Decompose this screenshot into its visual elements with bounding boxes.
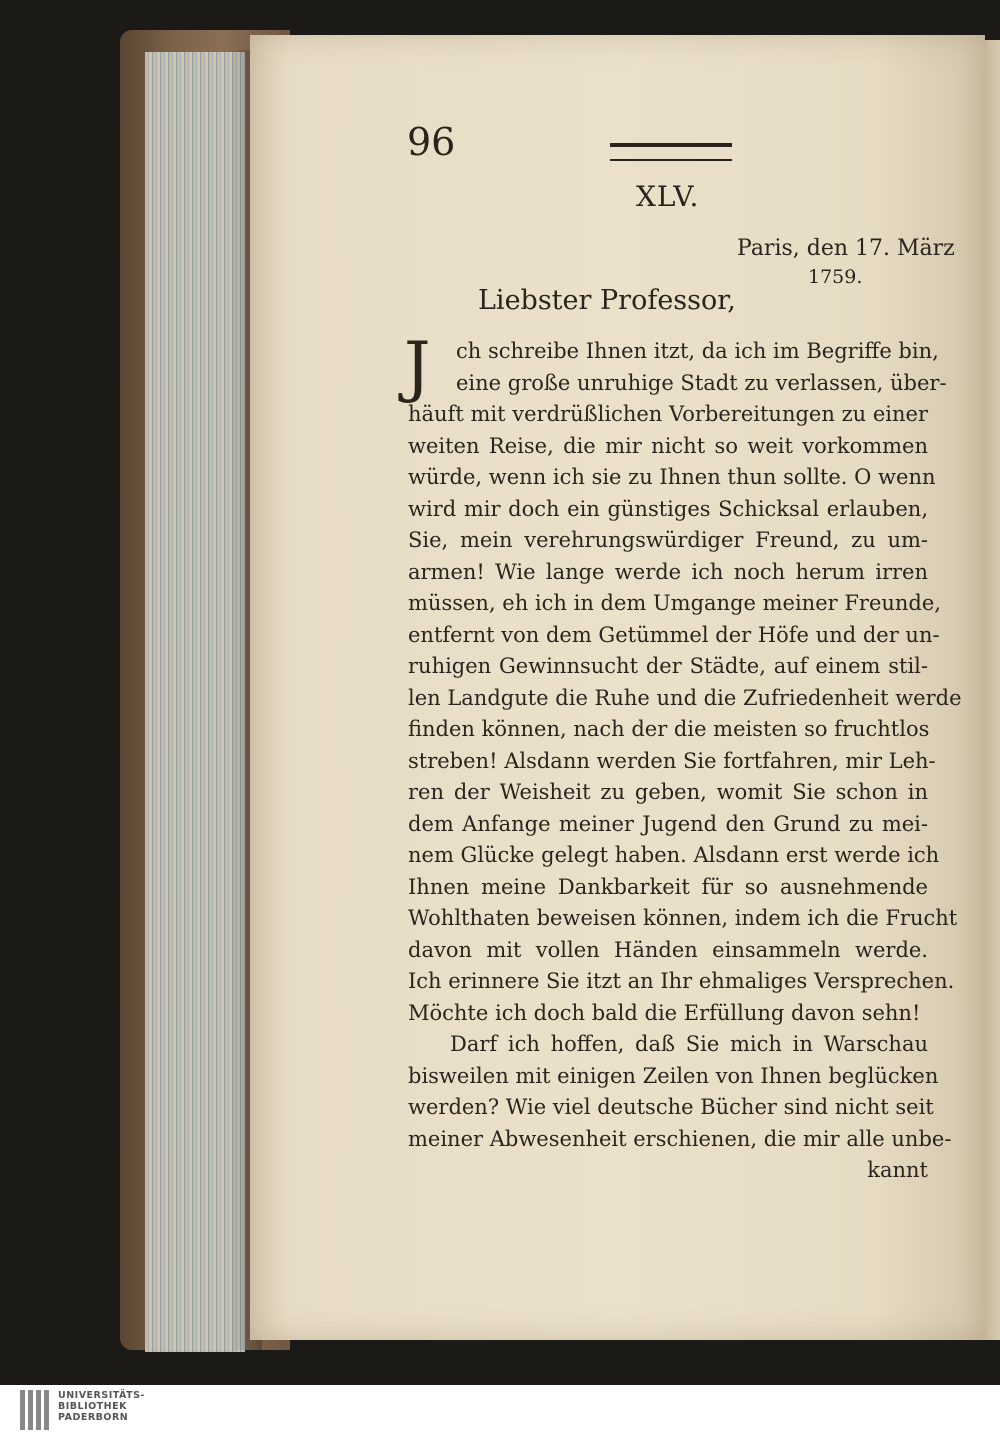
body-line: ch schreibe Ihnen itzt, da ich im Begriffe bin, xyxy=(456,339,939,363)
place-date: Paris, den 17. März xyxy=(737,236,955,261)
body-line: Ich erinnere Sie itzt an Ihr ehmaliges Versprechen. xyxy=(408,969,955,993)
body-line: müssen, eh ich in dem Umgange meiner Freunde, xyxy=(408,591,941,615)
body-line: davon mit vollen Händen einsammeln werde. xyxy=(408,937,928,962)
catchword: kannt xyxy=(867,1158,928,1182)
library-name xyxy=(58,1390,145,1423)
body-line: finden können, nach der die meisten so fruchtlos xyxy=(408,717,930,741)
body-line: ruhigen Gewinnsucht der Städte, auf einem stil- xyxy=(408,654,928,678)
letter-body xyxy=(408,336,962,1187)
body-line: nem Glücke gelegt haben. Alsdann erst werde ich xyxy=(408,843,940,867)
body-line: meiner Abwesenheit erschienen, die mir alle unbe- xyxy=(408,1126,952,1151)
body-line: Sie, mein verehrungswürdiger Freund, zu um- xyxy=(408,528,928,552)
body-line: entfernt von dem Getümmel der Höfe und der un- xyxy=(408,622,940,647)
body-line: werden? Wie viel deutsche Bücher sind nicht seit xyxy=(408,1095,934,1119)
header-rule xyxy=(610,143,732,161)
body-line: ren der Weisheit zu geben, womit Sie schon in xyxy=(408,780,928,804)
page-edges xyxy=(145,52,245,1352)
page-number: 96 xyxy=(407,120,456,164)
body-line: len Landgute die Ruhe und die Zufriedenheit werde xyxy=(408,685,962,710)
drop-cap: J xyxy=(404,328,431,405)
body-line: eine große unruhige Stadt zu verlassen, über- xyxy=(456,370,947,395)
body-line: häuft mit verdrüßlichen Vorbereitungen zu einer xyxy=(408,402,928,426)
body-line: dem Anfange meiner Jugend den Grund zu mei- xyxy=(408,811,928,836)
library-logo-icon xyxy=(18,1388,52,1432)
salutation: Liebster Professor, xyxy=(478,285,736,316)
letter-year: 1759. xyxy=(808,266,863,288)
body-line: Darf ich hoffen, daß Sie mich in Warschau xyxy=(450,1032,928,1056)
body-line: streben! Alsdann werden Sie fortfahren, mir Leh- xyxy=(408,748,936,773)
body-line: würde, wenn ich sie zu Ihnen thun sollte. O wenn xyxy=(408,465,936,489)
body-line: armen! Wie lange werde ich noch herum irren xyxy=(408,559,928,584)
footer-bar xyxy=(0,1385,1000,1437)
library-name-line: BIBLIOTHEK xyxy=(58,1401,127,1412)
body-line: weiten Reise, die mir nicht so weit vorkommen xyxy=(408,433,928,458)
body-line: wird mir doch ein günstiges Schicksal erlauben, xyxy=(408,496,928,521)
letter-number: XLV. xyxy=(636,180,700,213)
library-name-line: UNIVERSITÄTS- xyxy=(58,1390,145,1401)
library-name-line: PADERBORN xyxy=(58,1412,129,1423)
body-line: Möchte ich doch bald die Erfüllung davon sehn! xyxy=(408,1000,921,1025)
body-line: bisweilen mit einigen Zeilen von Ihnen beglücken xyxy=(408,1063,939,1088)
body-line: Wohlthaten beweisen können, indem ich die Frucht xyxy=(408,906,958,930)
body-line: Ihnen meine Dankbarkeit für so ausnehmende xyxy=(408,874,928,899)
